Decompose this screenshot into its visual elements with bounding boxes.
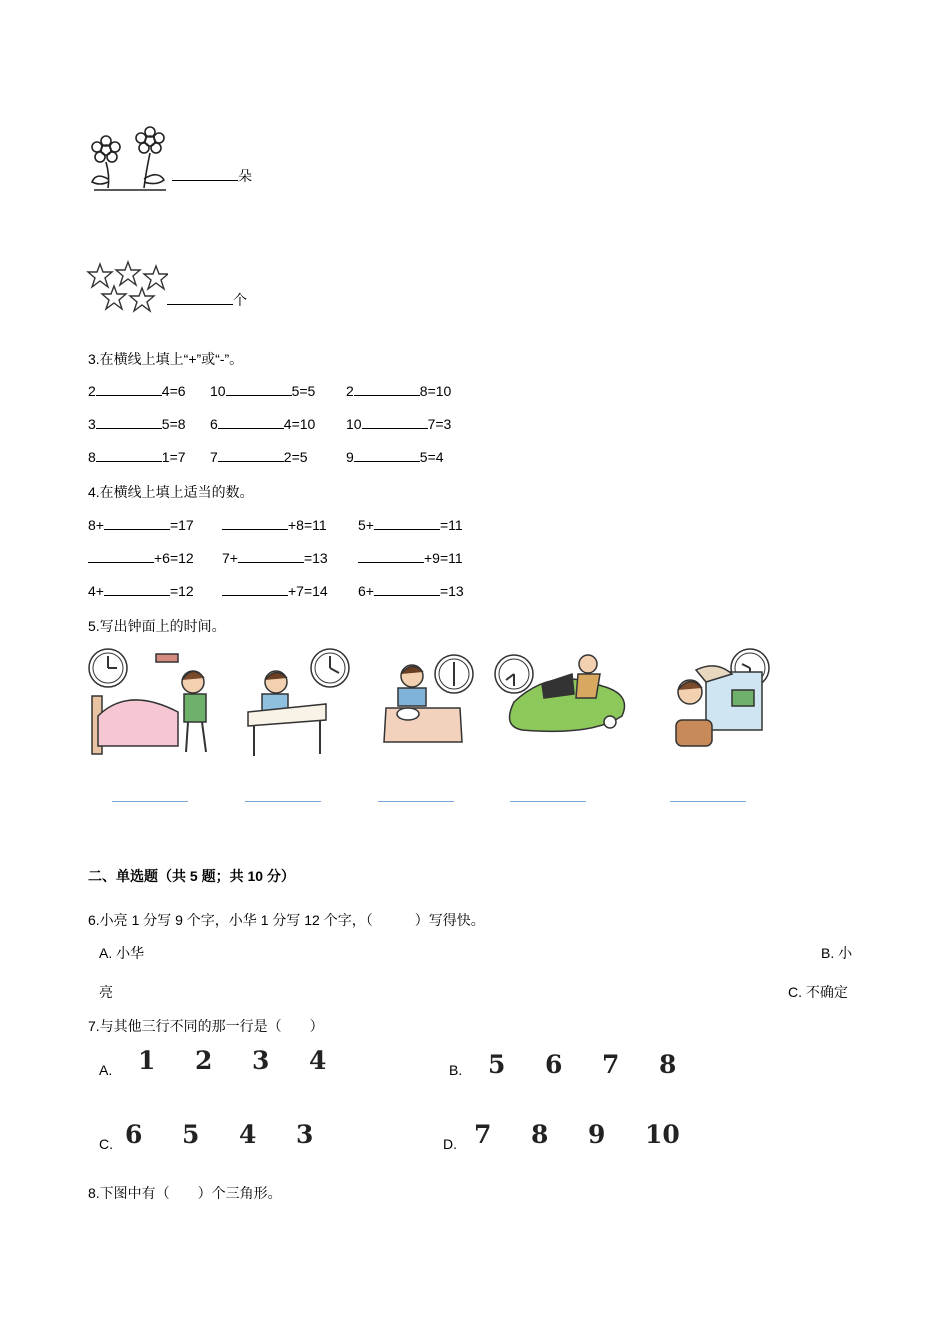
q4-title: 4.在横线上填上适当的数。	[88, 484, 254, 500]
answer-blank[interactable]	[96, 414, 162, 429]
stars-answer	[167, 290, 247, 310]
answer-blank[interactable]	[374, 515, 440, 530]
clock-scene-homework	[240, 646, 358, 762]
flowers-unit: 朵	[238, 168, 252, 184]
section-heading: 二、单选题（共 5 题；共 10 分）	[88, 868, 295, 884]
answer-blank[interactable]	[96, 381, 162, 396]
flowers-answer	[172, 166, 252, 186]
answer-blank[interactable]	[354, 447, 420, 462]
clock-scene-wakeup	[88, 646, 228, 762]
answer-blank[interactable]	[374, 581, 440, 596]
q7-option-b-label[interactable]: B.	[449, 1062, 463, 1078]
answer-blank[interactable]	[104, 581, 170, 596]
q7-option-a-numbers: 1 2 3 4	[138, 1046, 327, 1075]
answer-blank[interactable]	[167, 290, 233, 305]
clock-scene-evening	[666, 646, 774, 752]
time-answer-line[interactable]	[245, 801, 321, 802]
time-answer-line[interactable]	[670, 801, 746, 802]
answer-blank[interactable]	[218, 414, 284, 429]
q7-option-b-numbers: 5 6 7 8	[488, 1050, 677, 1079]
answer-blank[interactable]	[222, 581, 288, 596]
flower-icon	[86, 124, 172, 194]
clock-scene-play	[492, 646, 632, 736]
answer-blank[interactable]	[358, 548, 424, 563]
answer-blank[interactable]	[238, 548, 304, 563]
answer-blank[interactable]	[354, 381, 420, 396]
q7-question: 7.与其他三行不同的那一行是（ ）	[88, 1018, 324, 1034]
answer-blank[interactable]	[362, 414, 428, 429]
answer-blank[interactable]	[218, 447, 284, 462]
q6-option-b-wrap: 亮	[99, 984, 113, 1000]
time-answer-line[interactable]	[510, 801, 586, 802]
answer-blank[interactable]	[104, 515, 170, 530]
q6-option-b[interactable]: B. 小	[821, 945, 853, 961]
q7-option-d-label[interactable]: D.	[443, 1136, 457, 1152]
q5-title: 5.写出钟面上的时间。	[88, 618, 226, 634]
stars-unit: 个	[233, 292, 247, 308]
answer-blank[interactable]	[172, 166, 238, 181]
q6-option-a[interactable]: A. 小华	[99, 945, 145, 961]
q3-title: 3.在横线上填上“+”或“-”。	[88, 351, 244, 367]
answer-blank[interactable]	[222, 515, 288, 530]
q7-option-d-numbers: 7 8 9 10	[474, 1120, 680, 1149]
q7-option-c-label[interactable]: C.	[99, 1136, 113, 1152]
answer-blank[interactable]	[226, 381, 292, 396]
q6-question: 6.小亮 1 分写 9 个字，小华 1 分写 12 个字，（ ）写得快。	[88, 912, 485, 928]
clock-scene-meal	[376, 646, 480, 746]
q7-option-c-numbers: 6 5 4 3	[125, 1120, 314, 1149]
stars-picture	[86, 260, 168, 320]
q7-option-a-label[interactable]: A.	[99, 1062, 113, 1078]
time-answer-line[interactable]	[112, 801, 188, 802]
q6-option-c[interactable]: C. 不确定	[788, 984, 848, 1000]
answer-blank[interactable]	[96, 447, 162, 462]
q8-question: 8.下图中有（ ）个三角形。	[88, 1185, 282, 1201]
time-answer-line[interactable]	[378, 801, 454, 802]
answer-blank[interactable]	[88, 548, 154, 563]
